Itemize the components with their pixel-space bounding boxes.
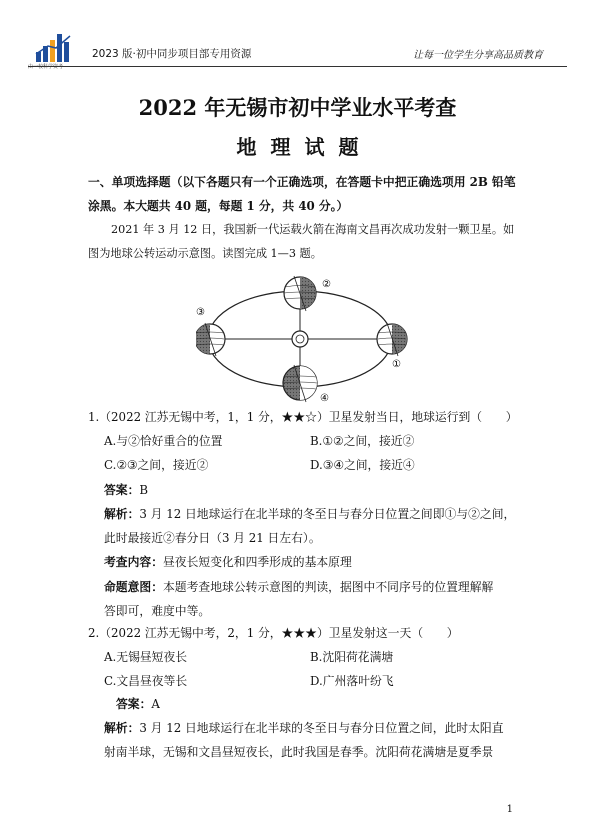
points-label: 考查内容：: [104, 555, 163, 569]
question-2-answer: [116, 692, 160, 716]
analysis-label: 解析：: [104, 721, 140, 735]
intent-label: 命题意图：: [104, 580, 163, 594]
question-1-option-c: C.②③之间，接近②: [104, 458, 209, 472]
points-text: 昼夜长短变化和四季形成的基本原理: [163, 555, 352, 569]
header-divider: [28, 66, 567, 67]
diagram-label-1: ①: [392, 359, 401, 370]
intent-text: 本题考查地球公转示意图的判读，据图中不同序号的位置理解解: [163, 580, 494, 594]
analysis-text: 3 月 12 日地球运行在北半球的冬至日与春分日位置之间，此时太阳直: [139, 721, 504, 735]
page-subtitle: 地理试题: [236, 135, 373, 159]
question-intro: 2021 年 3 月 12 日，我国新一代运载火箭在海南文昌再次成功发射一颗卫星。如图为地球公转运动示意图。读图完成 1—3 题。: [88, 223, 515, 260]
diagram-label-4: ④: [320, 393, 329, 403]
question-1-option-d: D.③④之间，接近④: [310, 458, 415, 472]
diagram-label-3: ③: [196, 307, 205, 318]
answer-label: 答案：: [104, 483, 140, 497]
answer-label: 答案：: [116, 697, 152, 711]
question-2-option-a: A.无锡昼短夜长: [104, 650, 188, 664]
question-1-points: [104, 550, 352, 574]
header-right-text: 让每一位学生分享高品质教育: [413, 50, 543, 61]
question-2-analysis-cont: 射南半球，无锡和文昌昼短夜长，此时我国是春季。沈阳荷花满塘是夏季景: [104, 745, 494, 759]
question-2-option-c: C.文昌昼夜等长: [104, 674, 188, 688]
answer-value: A: [151, 697, 160, 711]
analysis-text: 3 月 12 日地球运行在北半球的冬至日与春分日位置之间即①与②之间，: [139, 507, 516, 521]
logo-caption: 由一校科学资考: [28, 64, 64, 70]
question-1-intent: [104, 575, 493, 599]
earth-position-1-icon: [377, 323, 407, 356]
question-1-answer: [104, 478, 148, 502]
section-heading: 一、单项选择题（以下各题只有一个正确选项，在答题卡中把正确选项用 2B 铅笔涂黑。本大题共 40 题，每题 1 分，共 40 分。）: [88, 175, 516, 213]
logo-icon: [34, 30, 74, 64]
question-1-option-b: B.①②之间，接近②: [310, 434, 415, 448]
question-2-option-b: B.沈阳荷花满塘: [310, 650, 394, 664]
question-1-analysis: [104, 502, 515, 526]
question-1-intent-cont: 答即可，难度中等。: [104, 604, 211, 618]
analysis-label: 解析：: [104, 507, 140, 521]
earth-position-2-icon: [284, 276, 316, 311]
question-2-analysis: [104, 716, 504, 740]
question-2-stem: 2.（2022 江苏无锡中考，2，1 分，★★★）卫星发射这一天（ ）: [88, 626, 459, 640]
answer-value: B: [139, 483, 149, 497]
earth-position-3-icon: [196, 323, 225, 356]
diagram-label-2: ②: [322, 279, 331, 290]
question-1-analysis-cont: 此时最接近②春分日（3 月 21 日左右）。: [104, 531, 321, 545]
question-1-option-a: A.与②恰好重合的位置: [104, 434, 223, 448]
page-title: 2022 年无锡市初中学业水平考查: [138, 95, 457, 120]
earth-orbit-diagram: [196, 271, 410, 403]
question-2-option-d: D.广州落叶纷飞: [310, 674, 394, 688]
question-1-stem: 1.（2022 江苏无锡中考，1，1 分，★★☆）卫星发射当日，地球运行到（ ）: [88, 410, 518, 424]
page-number: 1: [506, 804, 513, 815]
header-left-text: 2023 版·初中同步项目部专用资源: [92, 48, 252, 60]
earth-position-4-icon: [283, 365, 317, 402]
sun-icon: [292, 331, 308, 347]
